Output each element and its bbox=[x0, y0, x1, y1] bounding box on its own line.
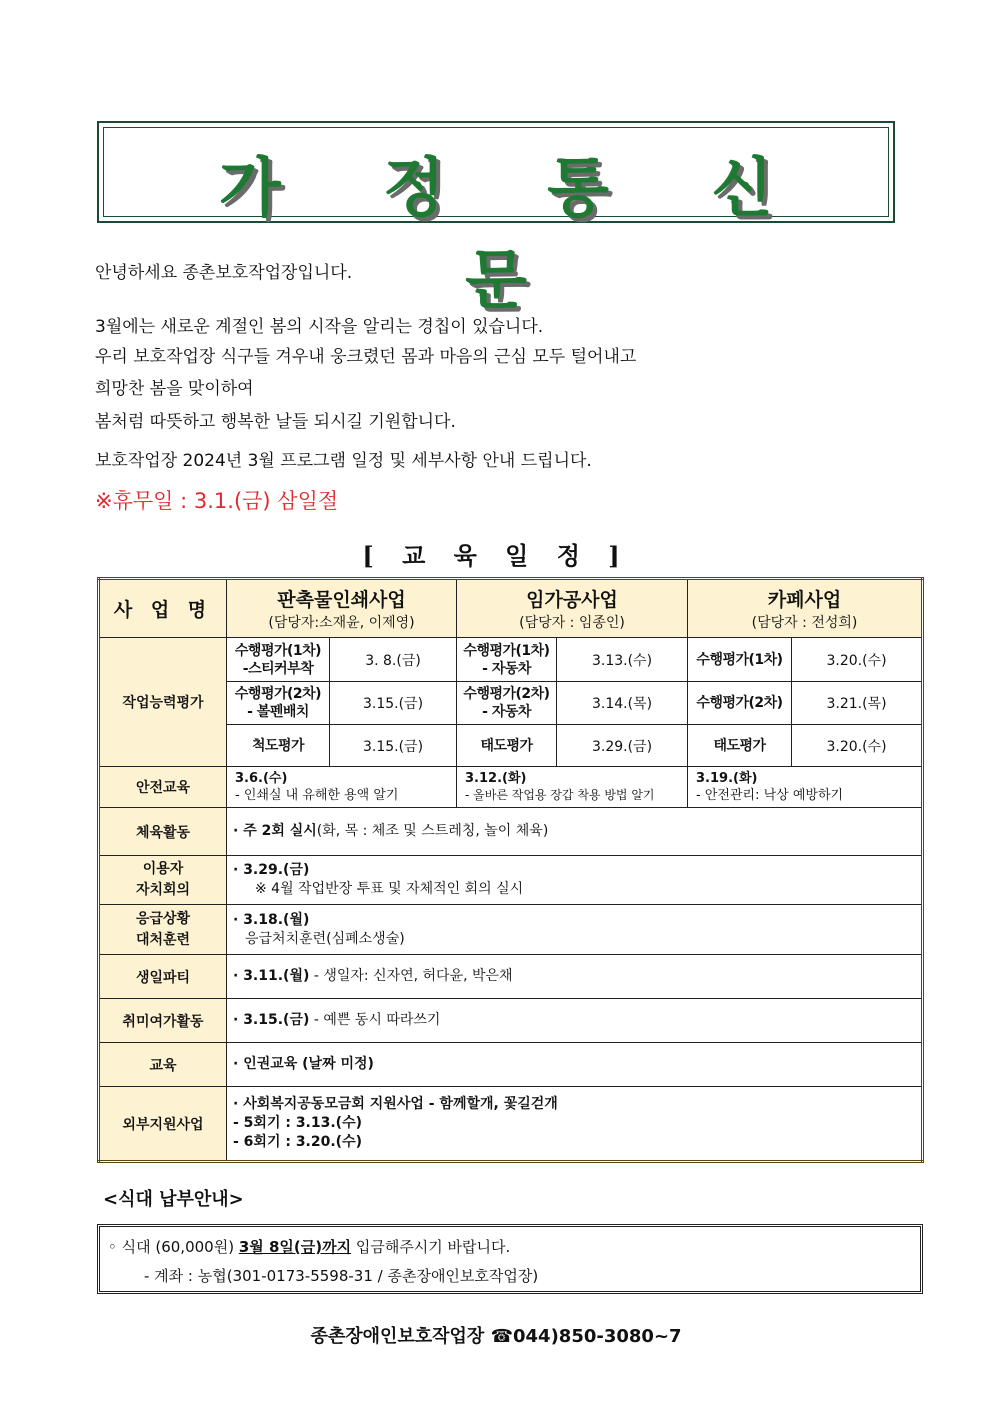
safety-desc: - 올바른 작업용 장갑 착용 방법 알기 bbox=[465, 788, 655, 802]
schedule-table bbox=[97, 577, 924, 1163]
meal-account: - 계좌 : 농협(301-0173-5598-31 / 종촌장애인보호작업장) bbox=[144, 1267, 539, 1285]
meal-request: 입금해주시기 바랍니다. bbox=[351, 1238, 511, 1256]
sports-cell bbox=[227, 808, 923, 856]
intro-line-3: 희망찬 봄을 맞이하여 bbox=[95, 379, 254, 399]
eval-item: 태도평가 bbox=[688, 725, 792, 767]
meal-amount: ◦ 식대 (60,000원) bbox=[108, 1238, 239, 1256]
eval-date: 3.15.(금) bbox=[330, 682, 457, 725]
hobby-detail: - 예쁜 동시 따라쓰기 bbox=[309, 1012, 441, 1028]
birthday-label: 생일파티 bbox=[99, 955, 227, 999]
project-name: 카페사업 bbox=[767, 589, 842, 611]
table-row bbox=[99, 856, 923, 905]
eval-date: 3.20.(수) bbox=[792, 638, 923, 682]
eval-date: 3. 8.(금) bbox=[330, 638, 457, 682]
meal-deadline: 3월 8일(금)까지 bbox=[238, 1238, 352, 1256]
eval-date: 3.13.(수) bbox=[557, 638, 688, 682]
intro-line-2: 우리 보호작업장 식구들 겨우내 웅크렸던 몸과 마음의 근심 모두 털어내고 bbox=[95, 347, 637, 367]
external-label: 외부지원사업 bbox=[99, 1087, 227, 1162]
emergency-label: 응급상황 대처훈련 bbox=[99, 905, 227, 955]
safety-cell bbox=[227, 767, 457, 808]
project-manager: (담당자 : 임종인) bbox=[519, 615, 625, 631]
table-row bbox=[99, 808, 923, 856]
hobby-cell bbox=[227, 999, 923, 1043]
emergency-date: · 3.18.(월) bbox=[233, 911, 310, 928]
safety-date: 3.12.(화) bbox=[465, 771, 527, 786]
birthday-date: · 3.11.(월) bbox=[233, 968, 310, 984]
safety-desc: - 인쇄실 내 유해한 용액 알기 bbox=[235, 788, 399, 803]
project-manager: (담당자 : 전성희) bbox=[751, 615, 858, 631]
project-manager: (담당자:소재윤, 이제영) bbox=[268, 615, 415, 631]
meal-title: <식대 납부안내> bbox=[103, 1189, 244, 1210]
project-header-cafe bbox=[688, 579, 923, 638]
eval-label: 작업능력평가 bbox=[99, 638, 227, 767]
eval-item: 수행평가(1차) -스티커부착 bbox=[227, 638, 330, 682]
table-row bbox=[99, 1043, 923, 1087]
eval-date: 3.15.(금) bbox=[330, 725, 457, 767]
hobby-label: 취미여가활동 bbox=[99, 999, 227, 1043]
council-date: · 3.29.(금) bbox=[233, 862, 310, 878]
project-name: 임가공사업 bbox=[526, 589, 618, 611]
external-session-5: - 5회기 : 3.13.(수) bbox=[233, 1115, 363, 1131]
intro-line-5: 보호작업장 2024년 3월 프로그램 일정 및 세부사항 안내 드립니다. bbox=[95, 451, 592, 471]
header-label: 사 업 명 bbox=[113, 599, 213, 621]
safety-date: 3.19.(화) bbox=[696, 771, 758, 786]
safety-cell bbox=[688, 767, 923, 808]
intro-line-1: 3월에는 새로운 계절인 봄의 시작을 알리는 경칩이 있습니다. bbox=[95, 317, 544, 337]
eval-date: 3.29.(금) bbox=[557, 725, 688, 767]
schedule-title: [ 교 육 일 정 ] bbox=[362, 541, 630, 570]
sports-detail: (화, 목 : 체조 및 스트레칭, 놀이 체육) bbox=[316, 823, 549, 839]
table-row bbox=[99, 999, 923, 1043]
safety-label: 안전교육 bbox=[99, 767, 227, 808]
header-label-cell bbox=[99, 579, 227, 638]
eval-item: 수행평가(1차) bbox=[688, 638, 792, 682]
safety-date: 3.6.(수) bbox=[235, 771, 288, 786]
external-cell bbox=[227, 1087, 923, 1162]
education-detail: · 인권교육 (날짜 미정) bbox=[227, 1043, 923, 1087]
hobby-date: · 3.15.(금) bbox=[233, 1012, 310, 1028]
eval-item: 수행평가(2차) - 볼펜배치 bbox=[227, 682, 330, 725]
birthday-detail: - 생일자: 신자연, 허다윤, 박은채 bbox=[309, 968, 513, 984]
education-label: 교육 bbox=[99, 1043, 227, 1087]
page-title: 가 정 통 신 문 bbox=[218, 152, 814, 318]
eval-date: 3.20.(수) bbox=[792, 725, 923, 767]
table-row bbox=[99, 905, 923, 955]
eval-item: 수행평가(2차) - 자동차 bbox=[457, 682, 557, 725]
safety-cell bbox=[457, 767, 688, 808]
emergency-detail: 응급처치훈련(심폐소생술) bbox=[245, 930, 405, 947]
emergency-cell bbox=[227, 905, 923, 955]
council-detail: ※ 4월 작업반장 투표 및 자체적인 회의 실시 bbox=[255, 881, 524, 897]
eval-date: 3.21.(목) bbox=[792, 682, 923, 725]
table-row bbox=[99, 767, 923, 808]
table-row bbox=[99, 955, 923, 999]
footer-contact: 종촌장애인보호작업장 ☎044)850-3080~7 bbox=[310, 1326, 682, 1347]
sports-frequency: · 주 2회 실시 bbox=[233, 823, 317, 839]
eval-item: 태도평가 bbox=[457, 725, 557, 767]
meal-notice-box bbox=[97, 1224, 923, 1294]
table-row bbox=[99, 638, 923, 682]
external-session-6: - 6회기 : 3.20.(수) bbox=[233, 1134, 363, 1150]
external-program: · 사회복지공동모금회 지원사업 - 함께할개, 꽃길걷개 bbox=[233, 1096, 558, 1112]
eval-date: 3.14.(목) bbox=[557, 682, 688, 725]
council-label: 이용자 자치회의 bbox=[99, 856, 227, 905]
project-header-processing bbox=[457, 579, 688, 638]
sports-label: 체육활동 bbox=[99, 808, 227, 856]
greeting: 안녕하세요 종촌보호작업장입니다. bbox=[95, 263, 353, 283]
safety-desc: - 안전관리: 낙상 예방하기 bbox=[696, 788, 844, 803]
meal-line-1 bbox=[108, 1236, 510, 1257]
holiday-notice: ※휴무일 : 3.1.(금) 삼일절 bbox=[95, 489, 339, 513]
project-name: 판촉물인쇄사업 bbox=[277, 589, 406, 611]
project-header-print bbox=[227, 579, 457, 638]
birthday-cell bbox=[227, 955, 923, 999]
eval-item: 수행평가(2차) bbox=[688, 682, 792, 725]
eval-item: 척도평가 bbox=[227, 725, 330, 767]
eval-item: 수행평가(1차) - 자동차 bbox=[457, 638, 557, 682]
council-cell bbox=[227, 856, 923, 905]
table-header-row bbox=[99, 579, 923, 638]
table-row bbox=[99, 1087, 923, 1162]
intro-line-4: 봄처럼 따뜻하고 행복한 날들 되시길 기원합니다. bbox=[95, 412, 456, 432]
